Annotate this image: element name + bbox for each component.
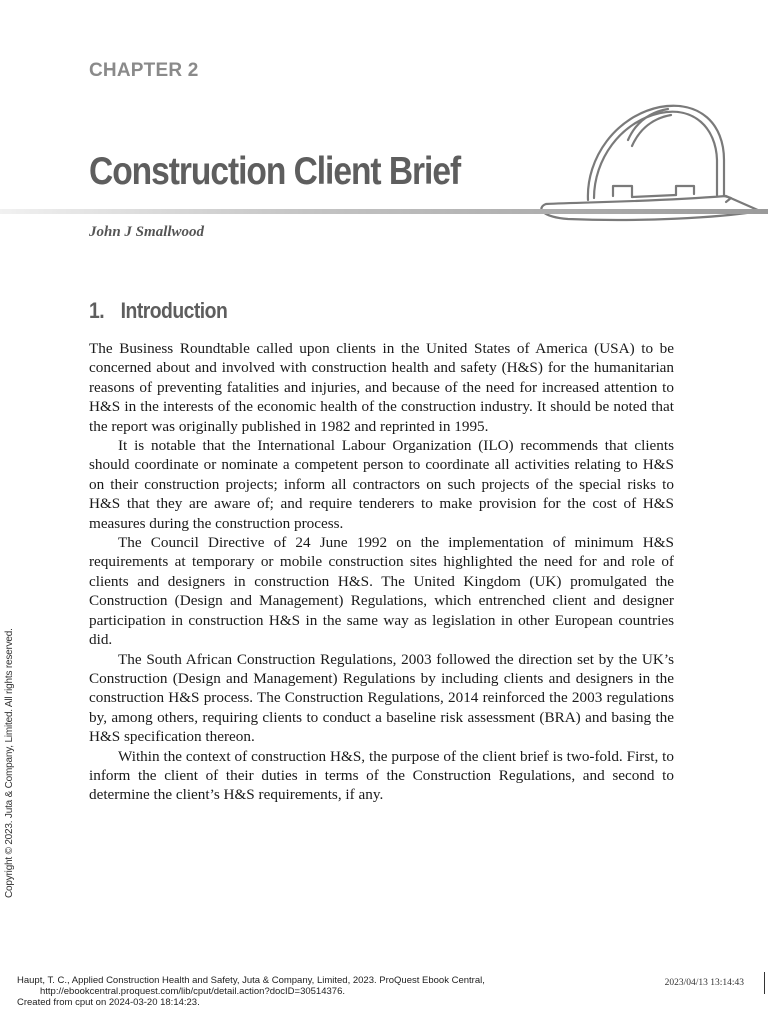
section-number: 1. (89, 298, 105, 323)
author-name: John J Smallwood (89, 224, 205, 240)
paragraph: It is notable that the International Labour Organization (ILO) recommends that clients should coordinate or nominate a competent person to coordinate all activities relating to H&S on their construction projects; inform all contractors on such projects of the special risks to H&S that they are aware of; and require tenderers to make provision for the cost of H&S measures during the construction process. (89, 437, 674, 532)
copyright-notice: Copyright © 2023. Juta & Company, Limited. All rights reserved. (4, 628, 15, 898)
title-divider (0, 209, 768, 214)
crop-mark (764, 972, 765, 994)
citation-line: Haupt, T. C., Applied Construction Health and Safety, Juta & Company, Limited, 2023. ProQuest Ebook Central, (17, 975, 485, 986)
section-title: Introduction (120, 298, 228, 323)
paragraph: Within the context of construction H&S, the purpose of the client brief is two-fold. First, to inform the client of their duties in terms of the Construction Regulations, and second to determine the client’s H&S requirements, if any. (89, 747, 674, 804)
print-timestamp: 2023/04/13 13:14:43 (664, 978, 744, 988)
chapter-title: Construction Client Brief (89, 150, 461, 193)
section-heading (89, 298, 227, 324)
paragraph: The Business Roundtable called upon clients in the United States of America (USA) to be concerned about and involved with construction health and safety (H&S) for the humanitarian reasons of preventing fatalities and injuries, and because of the need for increased attention to H&S in the interests of the economic health of the construction industry. It should be noted that the report was originally published in 1982 and reprinted in 1995. (89, 340, 674, 435)
citation-url: http://ebookcentral.proquest.com/lib/cput/detail.action?docID=30514376. (40, 986, 345, 997)
chapter-label: CHAPTER 2 (89, 60, 199, 81)
citation-footer (17, 975, 485, 1008)
paragraph: The Council Directive of 24 June 1992 on the implementation of minimum H&S requirements at temporary or mobile construction sites highlighted the need for and role of clients and designers in construction H&S. The United Kingdom (UK) promulgated the Construction (Design and Management) Regulations, which entrenched client and designer participation in construction H&S in the same way as legislation in other European countries did. (89, 534, 674, 649)
paragraph: The South African Construction Regulations, 2003 followed the direction set by the UK’s Construction (Design and Management) Regulations by including clients and designers in the construction H&S process. The Construction Regulations, 2014 reinforced the 2003 regulations by, among others, requiring clients to conduct a baseline risk assessment (BRA) and basing the H&S specification thereon. (89, 650, 674, 746)
body-text (89, 339, 674, 805)
citation-created: Created from cput on 2024-03-20 18:14:23. (17, 997, 200, 1008)
